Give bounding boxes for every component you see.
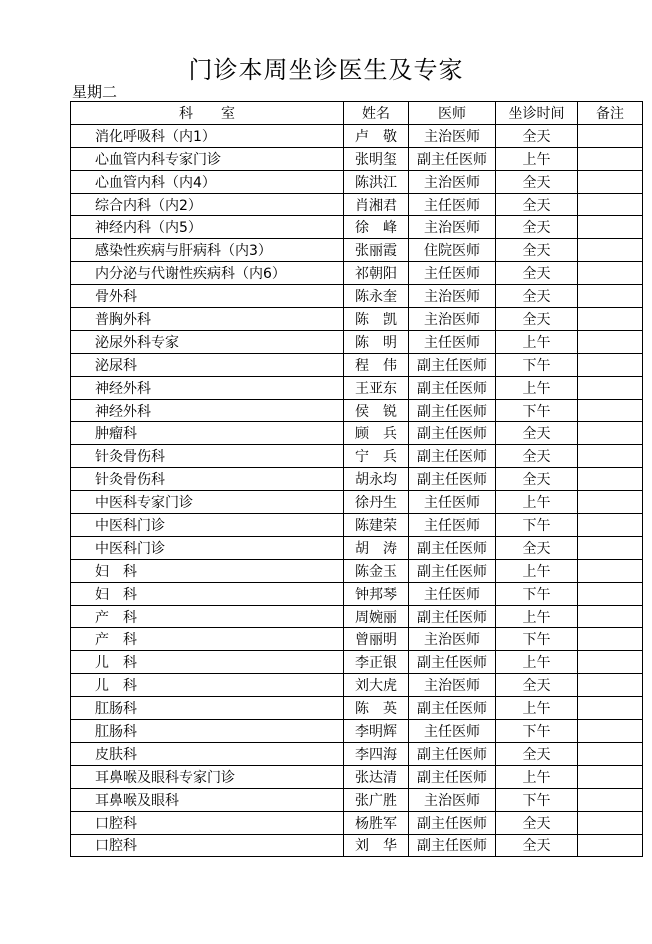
cell-note (578, 788, 643, 811)
page-title: 门诊本周坐诊医生及专家 (188, 56, 464, 84)
cell-department: 肛肠科 (71, 697, 344, 720)
cell-name: 肖湘君 (344, 193, 409, 216)
cell-department: 骨外科 (71, 285, 344, 308)
table-row (71, 124, 643, 147)
cell-time: 下午 (496, 582, 578, 605)
cell-time: 全天 (496, 193, 578, 216)
cell-name: 卢 敬 (344, 124, 409, 147)
table-row (71, 651, 643, 674)
cell-time: 上午 (496, 330, 578, 353)
cell-name: 李四海 (344, 742, 409, 765)
cell-note (578, 491, 643, 514)
cell-department: 普胸外科 (71, 308, 344, 331)
cell-time: 全天 (496, 468, 578, 491)
cell-time: 全天 (496, 308, 578, 331)
cell-title: 主任医师 (409, 262, 496, 285)
cell-name: 顾 兵 (344, 422, 409, 445)
table-row (71, 422, 643, 445)
table-row (71, 514, 643, 537)
cell-time: 下午 (496, 788, 578, 811)
table-row (71, 559, 643, 582)
cell-note (578, 742, 643, 765)
cell-title: 主任医师 (409, 514, 496, 537)
cell-title: 主治医师 (409, 216, 496, 239)
table-row (71, 720, 643, 743)
cell-name: 陈永奎 (344, 285, 409, 308)
cell-department: 中医科专家门诊 (71, 491, 344, 514)
header-note: 备注 (578, 102, 643, 125)
cell-department: 针灸骨伤科 (71, 468, 344, 491)
cell-time: 全天 (496, 422, 578, 445)
cell-department: 儿 科 (71, 651, 344, 674)
cell-department: 心血管内科专家门诊 (71, 147, 344, 170)
cell-name: 钟邦琴 (344, 582, 409, 605)
cell-title: 副主任医师 (409, 422, 496, 445)
table-row (71, 765, 643, 788)
table-row (71, 536, 643, 559)
cell-title: 副主任医师 (409, 697, 496, 720)
cell-time: 全天 (496, 674, 578, 697)
table-row (71, 193, 643, 216)
cell-note (578, 147, 643, 170)
cell-name: 陈金玉 (344, 559, 409, 582)
cell-time: 全天 (496, 239, 578, 262)
cell-name: 李正银 (344, 651, 409, 674)
cell-title: 主治医师 (409, 628, 496, 651)
table-row (71, 445, 643, 468)
cell-department: 综合内科（内2） (71, 193, 344, 216)
cell-name: 胡 涛 (344, 536, 409, 559)
cell-name: 程 伟 (344, 353, 409, 376)
cell-title: 副主任医师 (409, 147, 496, 170)
cell-title: 主任医师 (409, 491, 496, 514)
cell-time: 上午 (496, 491, 578, 514)
cell-note (578, 330, 643, 353)
cell-name: 周婉丽 (344, 605, 409, 628)
cell-department: 心血管内科（内4） (71, 170, 344, 193)
cell-title: 副主任医师 (409, 605, 496, 628)
cell-department: 妇 科 (71, 559, 344, 582)
cell-time: 下午 (496, 353, 578, 376)
cell-department: 皮肤科 (71, 742, 344, 765)
cell-title: 副主任医师 (409, 376, 496, 399)
cell-title: 主治医师 (409, 285, 496, 308)
cell-name: 徐丹生 (344, 491, 409, 514)
cell-name: 曾丽明 (344, 628, 409, 651)
cell-department: 内分泌与代谢性疾病科（内6） (71, 262, 344, 285)
table-row (71, 399, 643, 422)
table-row (71, 605, 643, 628)
table-row (71, 147, 643, 170)
cell-name: 张丽霞 (344, 239, 409, 262)
cell-time: 上午 (496, 697, 578, 720)
cell-note (578, 628, 643, 651)
header-title: 医师 (409, 102, 496, 125)
cell-note (578, 376, 643, 399)
cell-name: 陈 英 (344, 697, 409, 720)
cell-name: 陈建荣 (344, 514, 409, 537)
cell-time: 全天 (496, 285, 578, 308)
cell-note (578, 674, 643, 697)
cell-note (578, 308, 643, 331)
cell-note (578, 216, 643, 239)
cell-time: 下午 (496, 514, 578, 537)
cell-title: 副主任医师 (409, 445, 496, 468)
cell-note (578, 811, 643, 834)
header-time: 坐诊时间 (496, 102, 578, 125)
table-row (71, 308, 643, 331)
table-row (71, 811, 643, 834)
cell-note (578, 445, 643, 468)
cell-note (578, 262, 643, 285)
cell-department: 产 科 (71, 628, 344, 651)
cell-time: 上午 (496, 651, 578, 674)
cell-title: 主任医师 (409, 330, 496, 353)
cell-title: 主任医师 (409, 720, 496, 743)
header-department: 科 室 (71, 102, 344, 125)
table-row (71, 674, 643, 697)
roster-body (71, 124, 643, 857)
table-row (71, 697, 643, 720)
cell-title: 副主任医师 (409, 811, 496, 834)
table-row (71, 788, 643, 811)
cell-department: 口腔科 (71, 834, 344, 857)
cell-note (578, 124, 643, 147)
cell-note (578, 468, 643, 491)
cell-name: 徐 峰 (344, 216, 409, 239)
cell-department: 肛肠科 (71, 720, 344, 743)
cell-time: 全天 (496, 445, 578, 468)
cell-name: 张广胜 (344, 788, 409, 811)
cell-title: 副主任医师 (409, 559, 496, 582)
cell-time: 上午 (496, 765, 578, 788)
cell-time: 全天 (496, 216, 578, 239)
cell-note (578, 422, 643, 445)
table-row (71, 834, 643, 857)
cell-name: 刘 华 (344, 834, 409, 857)
cell-title: 主治医师 (409, 674, 496, 697)
cell-department: 耳鼻喉及眼科专家门诊 (71, 765, 344, 788)
cell-name: 杨胜军 (344, 811, 409, 834)
table-row (71, 628, 643, 651)
cell-time: 下午 (496, 720, 578, 743)
table-row (71, 285, 643, 308)
cell-note (578, 697, 643, 720)
cell-title: 副主任医师 (409, 651, 496, 674)
cell-title: 主任医师 (409, 582, 496, 605)
cell-department: 肿瘤科 (71, 422, 344, 445)
cell-title: 主任医师 (409, 193, 496, 216)
cell-name: 侯 锐 (344, 399, 409, 422)
cell-note (578, 651, 643, 674)
cell-title: 主治医师 (409, 124, 496, 147)
cell-department: 妇 科 (71, 582, 344, 605)
table-row (71, 239, 643, 262)
cell-time: 上午 (496, 559, 578, 582)
table-header-row (71, 102, 643, 125)
cell-time: 全天 (496, 834, 578, 857)
table-row (71, 491, 643, 514)
cell-department: 消化呼吸科（内1） (71, 124, 344, 147)
cell-note (578, 239, 643, 262)
cell-department: 产 科 (71, 605, 344, 628)
cell-note (578, 514, 643, 537)
cell-department: 中医科门诊 (71, 514, 344, 537)
cell-note (578, 582, 643, 605)
roster-table (70, 101, 643, 857)
table-row (71, 353, 643, 376)
cell-title: 副主任医师 (409, 765, 496, 788)
cell-time: 全天 (496, 742, 578, 765)
cell-note (578, 720, 643, 743)
cell-name: 胡永均 (344, 468, 409, 491)
cell-name: 刘大虎 (344, 674, 409, 697)
table-row (71, 582, 643, 605)
cell-title: 副主任医师 (409, 353, 496, 376)
cell-name: 王亚东 (344, 376, 409, 399)
cell-department: 感染性疾病与肝病科（内3） (71, 239, 344, 262)
table-row (71, 468, 643, 491)
cell-title: 住院医师 (409, 239, 496, 262)
cell-time: 上午 (496, 376, 578, 399)
cell-department: 耳鼻喉及眼科 (71, 788, 344, 811)
cell-note (578, 353, 643, 376)
cell-title: 主治医师 (409, 308, 496, 331)
weekday-label: 星期二 (72, 83, 118, 101)
cell-time: 上午 (496, 605, 578, 628)
cell-department: 神经内科（内5） (71, 216, 344, 239)
cell-time: 全天 (496, 536, 578, 559)
cell-note (578, 834, 643, 857)
cell-department: 泌尿科 (71, 353, 344, 376)
cell-department: 口腔科 (71, 811, 344, 834)
cell-department: 中医科门诊 (71, 536, 344, 559)
cell-time: 全天 (496, 811, 578, 834)
cell-time: 全天 (496, 124, 578, 147)
cell-title: 副主任医师 (409, 834, 496, 857)
cell-time: 下午 (496, 628, 578, 651)
cell-name: 张明玺 (344, 147, 409, 170)
table-row (71, 170, 643, 193)
cell-name: 陈 明 (344, 330, 409, 353)
cell-title: 副主任医师 (409, 742, 496, 765)
cell-note (578, 399, 643, 422)
table-row (71, 376, 643, 399)
cell-department: 针灸骨伤科 (71, 445, 344, 468)
table-row (71, 330, 643, 353)
cell-name: 李明辉 (344, 720, 409, 743)
cell-time: 上午 (496, 147, 578, 170)
header-name: 姓名 (344, 102, 409, 125)
cell-note (578, 605, 643, 628)
cell-name: 宁 兵 (344, 445, 409, 468)
cell-name: 祁朝阳 (344, 262, 409, 285)
cell-name: 张达清 (344, 765, 409, 788)
cell-time: 下午 (496, 399, 578, 422)
cell-department: 神经外科 (71, 376, 344, 399)
table-row (71, 742, 643, 765)
cell-title: 副主任医师 (409, 399, 496, 422)
cell-department: 神经外科 (71, 399, 344, 422)
cell-time: 全天 (496, 262, 578, 285)
cell-department: 儿 科 (71, 674, 344, 697)
table-row (71, 216, 643, 239)
cell-title: 主治医师 (409, 170, 496, 193)
cell-note (578, 193, 643, 216)
cell-note (578, 559, 643, 582)
table-row (71, 262, 643, 285)
cell-note (578, 170, 643, 193)
cell-note (578, 285, 643, 308)
cell-title: 副主任医师 (409, 468, 496, 491)
cell-name: 陈 凯 (344, 308, 409, 331)
cell-title: 副主任医师 (409, 536, 496, 559)
cell-department: 泌尿外科专家 (71, 330, 344, 353)
cell-note (578, 765, 643, 788)
cell-note (578, 536, 643, 559)
cell-title: 主治医师 (409, 788, 496, 811)
cell-time: 全天 (496, 170, 578, 193)
cell-name: 陈洪江 (344, 170, 409, 193)
